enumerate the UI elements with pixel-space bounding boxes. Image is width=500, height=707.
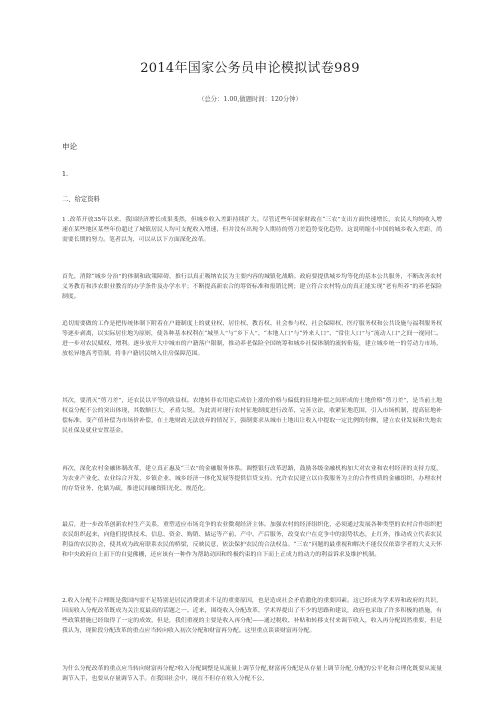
paragraph-5: 再次，深化农村金融体制改革，建立真正惠及“三农”的金融服务体系。调整银行改革思路，鼓励各级金融机构加大对农业和农村经济的支持力度，为农业产业化、农业综合开发、乡镇企业、城乡经济一体化发展等提供信贷支持。允许农民建立以自我服务为主的合作性质的金融组织，办理农村的存贷业务，化储为疏，推进民间融资阳光化、规范化。: [62, 466, 442, 492]
exam-meta: （总分：1.00,做题时间：120分钟）: [198, 96, 302, 103]
paragraph-6: 最后，进一步改革创新农村生产关系，重塑适应市场竞争的农业微观经济主体。加强农村的经济组织化，必须通过发展各种类型的农村合作组织把农民组织起来，向他们提供技术、信息、资金、购销、储运等产前、产中、产后服务，改变农户在竞争中的弱势状态，止红外，推动成立代表农民利益的农民协会，使其成为政府联系农民的桥梁，反映民意，依法保护农民的合法权益。“三农”问题的最重视和解决不能仅仅依靠学者的大义天怀和中央政府自上而下的自觉佛栅，还应该有一种作为帮助动因和终极约束的自下而上正成力的动力的利益诉求及维护机制。: [62, 522, 442, 558]
paragraph-8: 为什么分配改革的重点应当转向财富再分配?收入分配调整是从流量上调节分配,财富再分配是从存量上调节分配,分配的公平化和合理化既要从流量调节入手，也要从存量调节入手。在我国社会中，现在不但存在收入分配不公，: [62, 666, 442, 682]
paragraph-7: 2.收入分配不合理既是我国内需不足特别是居民消费需求不足的重要原因，也是造成社会矛盾激化的重要因素。这已经成为学术界和政府的共识，因而收入分配改革既成为关注度最高的话题之一。近来，围绕收入分配改革，学术界提出了不少的思路和建议，政府也采取了许多积极的措施，有些政策措施已经取得了一定的成效，但是，我们重视的主要是收入再分配——通过税收、补贴和转移支付来调节收入，收入再分配固然重要，但是我认为，现阶段分配改革的重点应当转向收入初次分配和财富再分配。这里重点谈谈财富再分配。: [62, 598, 442, 634]
paragraph-4: 其次，要消灭“剪刀差”，还农民以平等的收益权。农地转非农用途后成倍上涨的价格与偏低的征地补偿之间形成的土地价格“剪刀差”，是当前土地权益分配不公的突出体现，其数额巨大，矛盾尖锐。为此需对现行农村征地制度进行改革，完善立法，收紧征地范围，引入市场机制，提高征地补偿标准，变产值补偿为市场价补偿，在土地财政无法放弃的情况下，强制要求从城市土地出让收入中提取一定比例的份额，建立农业发展和失地农民社保及就业安置基金。: [62, 398, 442, 434]
section-heading: 申论: [62, 142, 77, 151]
paragraph-1: 1 .改革开放35年以来，我国经济增长成果斐然，但城乡收入差距持续扩大。尽管近些年国家财政在“三农”支出方面快速增长，农民人均纯收入增速在某些地区某些年份超过了城镇居民人均可支配收入增速，但并没有出现令人期待的剪刀差趋势变化趋势。这说明缩小中国的城乡收入差距，尚需要长期的努力。笔者以为，可以从以下方面深化改革。: [62, 217, 442, 243]
exam-title: 2014年国家公务员申论模拟试卷989: [140, 61, 360, 76]
question-number: 1.: [62, 171, 69, 178]
paragraph-3: 追切需要做的工作是把传统体制下附着在户籍制度上的就业权、居住权、教育权、社会参与权、社会保障权、医疗服务权和公共设施与福利服务权等逐步剥离，以实际居住地为原则，使各种基本权利在“城里人”与“乡下人”、“本地人口”与“外来人口”、“常住人口”与“流动人口”之间一视同仁。进一步对农民赋权、增利。逐步放开大中城市的户籍落户限制，推动养老保险全国统筹和城乡社保体制的流转衔接，建立城乡统一的劳动力市场，放松异地高考管制，将非户籍居民纳入住房保障范围。: [62, 321, 442, 357]
paragraph-2: 首先，消除“城乡分治”的体制和政策障碍，推行以真正吸纳农民为主要内容的城镇化战略。政府要提供城乡均等化的基本公共服务，不断改善农村义务教育和涉农职业教育的办学条件及办学水平；不断提高新农合的筹资标准和报销比例；建立符合农村特点的真正能实现“老有所养”的养老保险制度。: [62, 274, 442, 300]
part-heading: 二、给定资料: [62, 196, 100, 203]
